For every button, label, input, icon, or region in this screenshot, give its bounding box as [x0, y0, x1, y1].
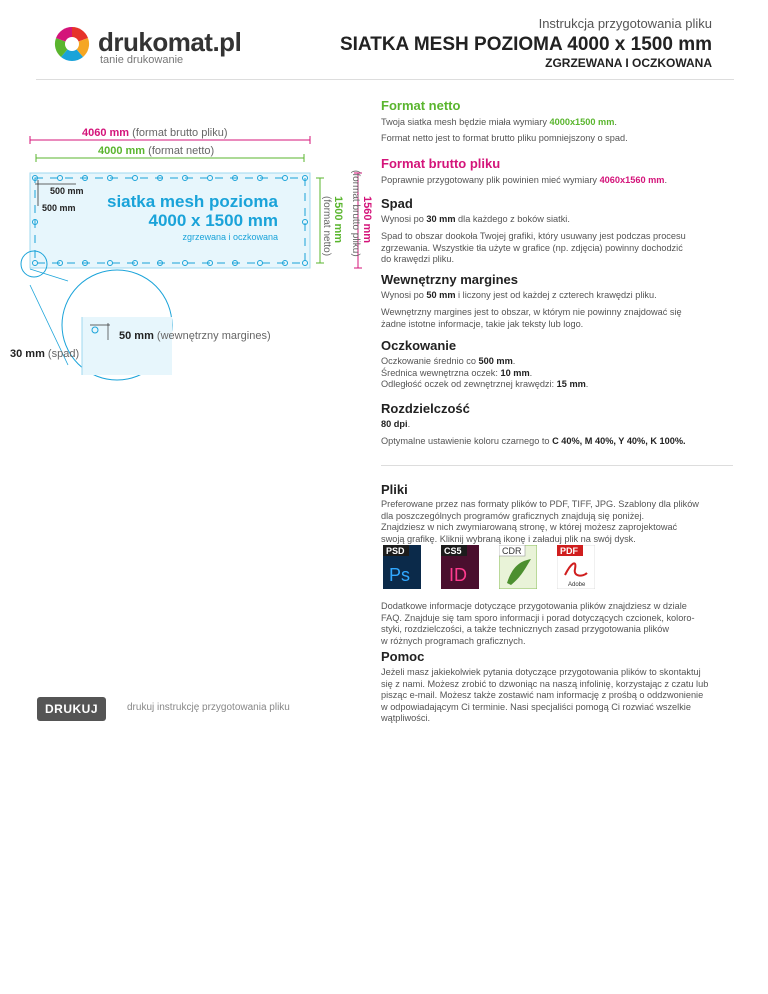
section-title-brutto: Format brutto pliku [381, 156, 501, 171]
file-icons [383, 545, 623, 593]
pdf-icon-glyph: Adobe [568, 582, 586, 588]
print-link[interactable]: drukuj instrukcję przygotowania pliku [127, 702, 290, 713]
margin-v-label: 500 mm [42, 203, 76, 213]
psd-icon-tag: PSD [386, 546, 405, 556]
netto-width-label: 4000 mm (format netto) [98, 145, 215, 157]
header-subtitle: Instrukcja przygotowania pliku [538, 16, 712, 31]
pdf-icon[interactable] [557, 545, 595, 589]
margin-h-label: 500 mm [50, 186, 84, 196]
pdf-icon-tag: PDF [560, 546, 578, 556]
indesign-icon[interactable] [441, 545, 479, 589]
margines-text-2: Wewnętrzny margines jest to obszar, w którym nie powinny znajdować się żadne istotne informacje, takie jak teksty lub logo. [381, 307, 682, 329]
spad-text-1: Wynosi po 30 mm dla każdego z boków siatki. [381, 214, 570, 224]
inner-margin-label: 50 mm (wewnętrzny margines) [119, 330, 271, 342]
section-title-pliki: Pliki [381, 482, 408, 497]
cdr-icon-tag: CDR [502, 546, 522, 556]
v-brutto-note: (format brutto pliku) [350, 170, 361, 257]
v-netto-note: (format netto) [321, 196, 332, 257]
brutto-text-1: Poprawnie przygotowany plik powinien mieć wymiary 4060x1560 mm. [381, 175, 668, 185]
logo[interactable] [52, 24, 242, 66]
section-title-oczkowanie: Oczkowanie [381, 338, 457, 353]
header-divider [36, 79, 734, 80]
logo-mark-icon [52, 24, 92, 64]
product-sub: zgrzewana i oczkowana [182, 232, 278, 242]
psd-icon-glyph: Ps [389, 565, 411, 585]
logo-tagline: tanie drukowanie [100, 54, 184, 66]
pliki-text: Preferowane przez nas formaty plików to PDF, TIFF, JPG. Szablony dla plików dla poszczególnych programów graficznych znajdują się poniżej. Znajdziesz w nich zwymiarowaną stronę, w której możesz zaprojektować swoją grafikę. Kliknij wybraną ikonę i załaduj plik na swój dysk. [381, 499, 699, 544]
pomoc-text: Jeżeli masz jakiekolwiek pytania dotyczące przygotowania plików to skontaktuj się z nami. Możesz zrobić to dzwoniąc na naszą infolinię, korzystając z czatu lub pisząc e-mail. Możesz także zostawić nam informację z prośbą o oddzwonienie w odpowiadającym Ci terminie. Nasi specjaliści pomogą Ci rozwiać wszelkie wątpliwości. [381, 667, 709, 723]
oczkowanie-text: Oczkowanie średnio co 500 mm. Średnica wewnętrzna oczek: 10 mm. Odległość oczek od zewnętrznej krawędzi: 15 mm. [381, 356, 589, 389]
v-brutto-label: 1560 mm [361, 196, 373, 244]
spad-text-2: Spad to obszar dookoła Twojej grafiki, który usuwany jest podczas procesu zgrzewania. Wszystkie tła użyte w grafice (np. zdjęcia) powinny dochodzić do krawędzi pliku. [381, 231, 686, 264]
margines-text-1: Wynosi po 50 mm i liczony jest od każdej z czterech krawędzi pliku. [381, 290, 657, 300]
page-title: SIATKA MESH POZIOMA 4000 x 1500 mm [339, 34, 712, 55]
brutto-width-label: 4060 mm (format brutto pliku) [82, 127, 228, 139]
section-title-netto: Format netto [381, 98, 461, 113]
indesign-icon-tag: CS5 [444, 546, 462, 556]
psd-icon[interactable] [383, 545, 421, 589]
bleed-label: 30 mm (spad) [10, 348, 80, 360]
netto-text-2: Format netto jest to format brutto pliku pomniejszony o spad. [381, 133, 628, 143]
section-title-pomoc: Pomoc [381, 649, 425, 664]
indesign-icon-glyph: ID [449, 565, 467, 585]
zoom-detail [20, 265, 200, 385]
v-netto-label: 1500 mm [332, 196, 344, 244]
section-title-margines: Wewnętrzny margines [381, 272, 519, 287]
section-title-rozdzielczosc: Rozdzielczość [381, 401, 470, 416]
section-title-spad: Spad [381, 196, 413, 211]
print-button[interactable]: DRUKUJ [37, 697, 106, 721]
logo-name: drukomat.pl [98, 27, 242, 57]
netto-text-1: Twoja siatka mesh będzie miała wymiary 4000x1500 mm. [381, 117, 617, 127]
header-subtitle-2: ZGRZEWANA I OCZKOWANA [545, 56, 712, 70]
faq-text: Dodatkowe informacje dotyczące przygotowania plików znajdziesz w dziale FAQ. Znajduje się tam sporo informacji i porad dotyczących czcionek, koloro- styki, rozdzielczości, a także technicznych zasad przygotowania plików w różnych programach graficznych. [381, 601, 695, 646]
rozdzielczosc-text-1: 80 dpi. [381, 419, 411, 429]
product-name: siatka mesh pozioma 4000 x 1500 mm [106, 192, 278, 230]
rozdzielczosc-text-2: Optymalne ustawienie koloru czarnego to C 40%, M 40%, Y 40%, K 100%. [381, 436, 686, 446]
cdr-icon[interactable] [499, 545, 537, 589]
section-divider [381, 465, 733, 466]
